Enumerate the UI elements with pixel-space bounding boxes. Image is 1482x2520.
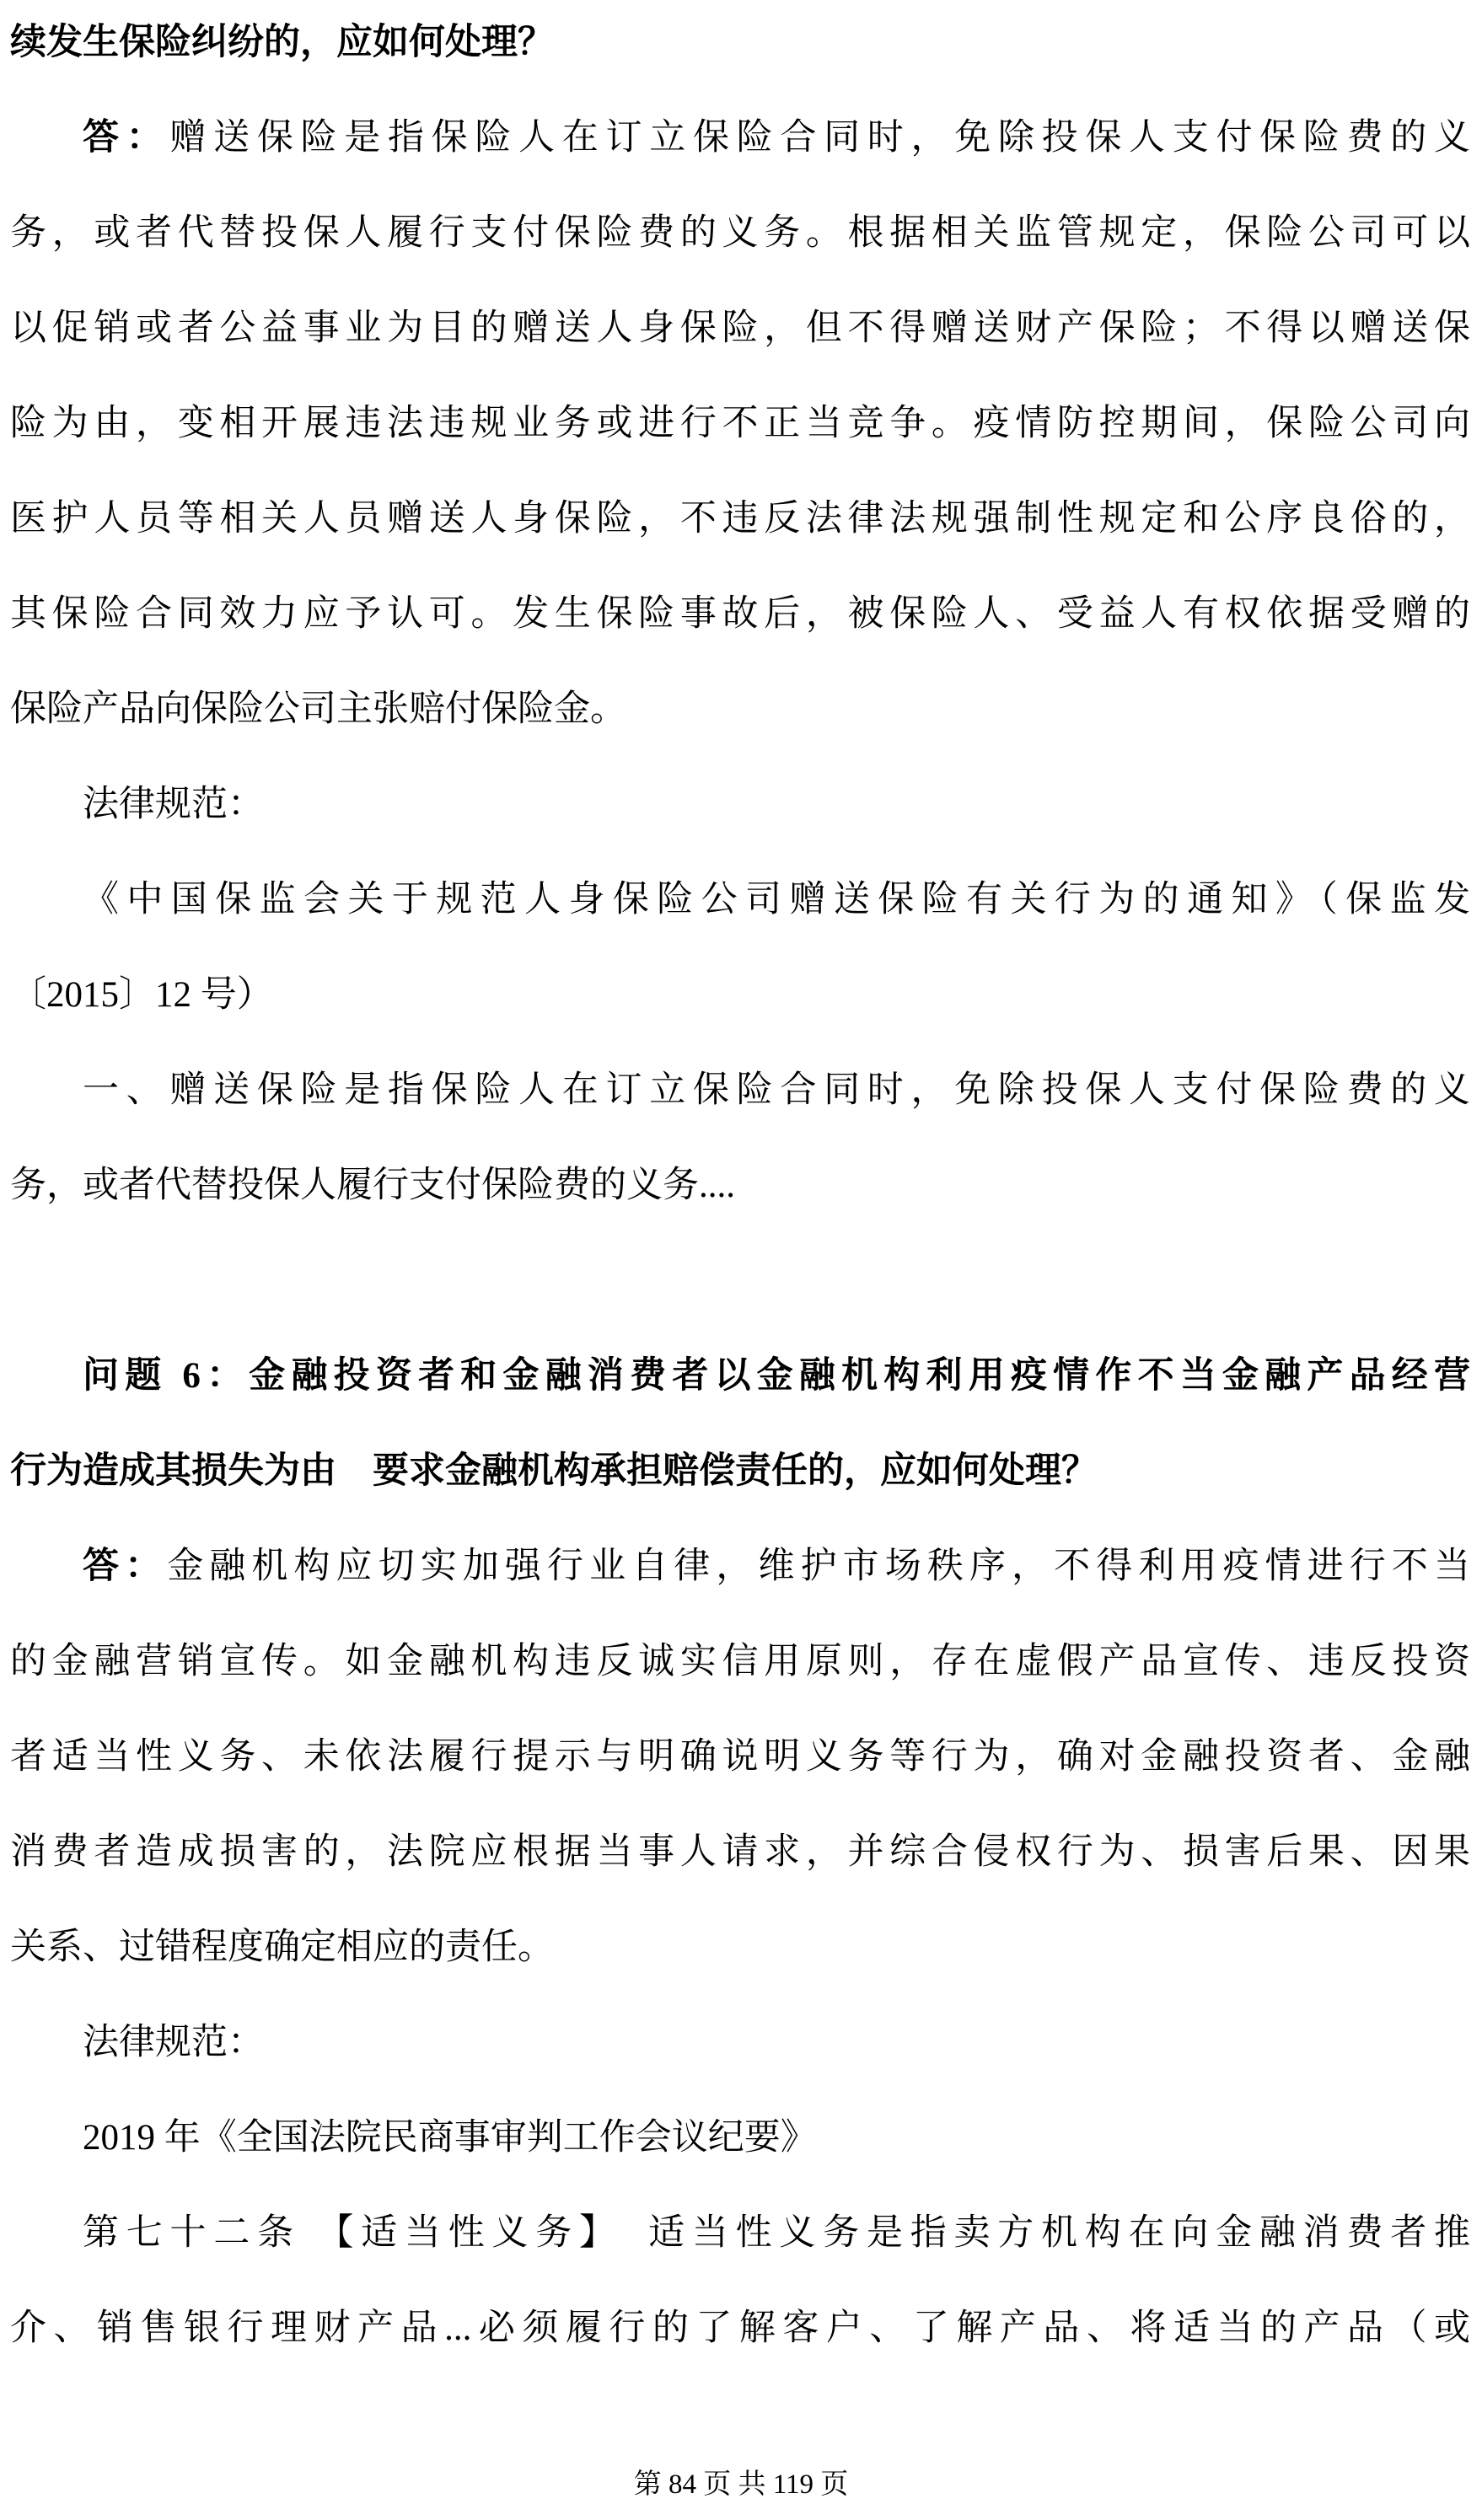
line-text: 赠送保险是指保险人在订立保险合同时，免除投保人支付保险费的义 (169, 118, 1471, 158)
line-text: 介、销售银行理财产品...必须履行的了解客户、了解产品、将适当的产品（或 (10, 2308, 1470, 2348)
line-text: 金融机构应切实加强行业自律，维护市场秩序，不得利用疫情进行不当 (167, 1547, 1470, 1586)
answer-label: 答： (83, 1547, 168, 1586)
line-text: 法律规范： (83, 2023, 264, 2062)
text-line (10, 1900, 1470, 1995)
text-line (10, 1138, 1470, 1233)
line-text: 其保险合同效力应予认可。发生保险事故后，被保险人、受益人有权依据受赠的 (10, 594, 1470, 634)
text-line (10, 1043, 1470, 1138)
line-text: 行为造成其损失为由 要求金融机构承担赔偿责任的，应如何处理？ (10, 1451, 1098, 1491)
line-text: 〔2015〕12 号） (10, 975, 273, 1015)
text-line (10, 471, 1470, 566)
text-line (10, 281, 1470, 376)
line-text: 务，或者代替投保人履行支付保险费的义务.... (10, 1166, 735, 1205)
line-text: 的金融营销宣传。如金融机构违反诚实信用原则，存在虚假产品宣传、违反投资 (10, 1642, 1470, 1681)
line-text: 关系、过错程度确定相应的责任。 (10, 1928, 554, 1967)
line-text: 问题 6：金融投资者和金融消费者以金融机构利用疫情作不当金融产品经营 (83, 1356, 1470, 1396)
text-line (10, 1804, 1470, 1900)
answer-label: 答： (83, 118, 170, 158)
text-line (10, 185, 1470, 281)
line-text: 保险产品向保险公司主张赔付保险金。 (10, 689, 626, 729)
text-line (10, 947, 1470, 1043)
text-line (10, 376, 1470, 471)
text-line (10, 2185, 1470, 2281)
text-line (10, 1614, 1470, 1709)
document-body (10, 0, 1470, 2376)
line-text: 医护人员等相关人员赠送人身保险，不违反法律法规强制性规定和公序良俗的， (10, 499, 1470, 539)
line-text: 以促销或者公益事业为目的赠送人身保险，但不得赠送财产保险；不得以赠送保 (10, 308, 1470, 348)
line-text: 务，或者代替投保人履行支付保险费的义务。根据相关监管规定，保险公司可以 (10, 213, 1470, 253)
line-text: 者适当性义务、未依法履行提示与明确说明义务等行为，确对金融投资者、金融 (10, 1737, 1470, 1777)
line-text: 续发生保险纠纷的，应如何处理？ (10, 23, 554, 62)
paragraph-gap (10, 1233, 1470, 1328)
legal-norms-label (10, 757, 1470, 852)
text-line (10, 2281, 1470, 2376)
text-line (10, 1709, 1470, 1804)
line-text: 消费者造成损害的，法院应根据当事人请求，并综合侵权行为、损害后果、因果 (10, 1832, 1470, 1872)
legal-norms-label (10, 1995, 1470, 2090)
line-text: 法律规范： (83, 785, 264, 824)
page-indicator: 第 84 页 共 119 页 (633, 2469, 849, 2500)
text-line (10, 1519, 1470, 1614)
question-6-heading-line2 (10, 1424, 1470, 1519)
text-line (10, 90, 1470, 185)
line-text: 一、赠送保险是指保险人在订立保险合同时，免除投保人支付保险费的义 (83, 1070, 1470, 1110)
text-line (10, 662, 1470, 757)
question-6-heading (10, 1328, 1470, 1424)
heading-continuation (10, 0, 1470, 90)
text-line (10, 566, 1470, 662)
text-line (10, 852, 1470, 947)
line-text: 第七十二条 【适当性义务】 适当性义务是指卖方机构在向金融消费者推 (83, 2213, 1470, 2253)
text-line (10, 2090, 1470, 2185)
line-text: 《中国保监会关于规范人身保险公司赠送保险有关行为的通知》（保监发 (83, 880, 1470, 920)
line-text: 2019 年《全国法院民商事审判工作会议纪要》 (83, 2118, 817, 2158)
page-number-footer (0, 2462, 1482, 2501)
line-text: 险为由，变相开展违法违规业务或进行不正当竞争。疫情防控期间，保险公司向 (10, 404, 1470, 443)
